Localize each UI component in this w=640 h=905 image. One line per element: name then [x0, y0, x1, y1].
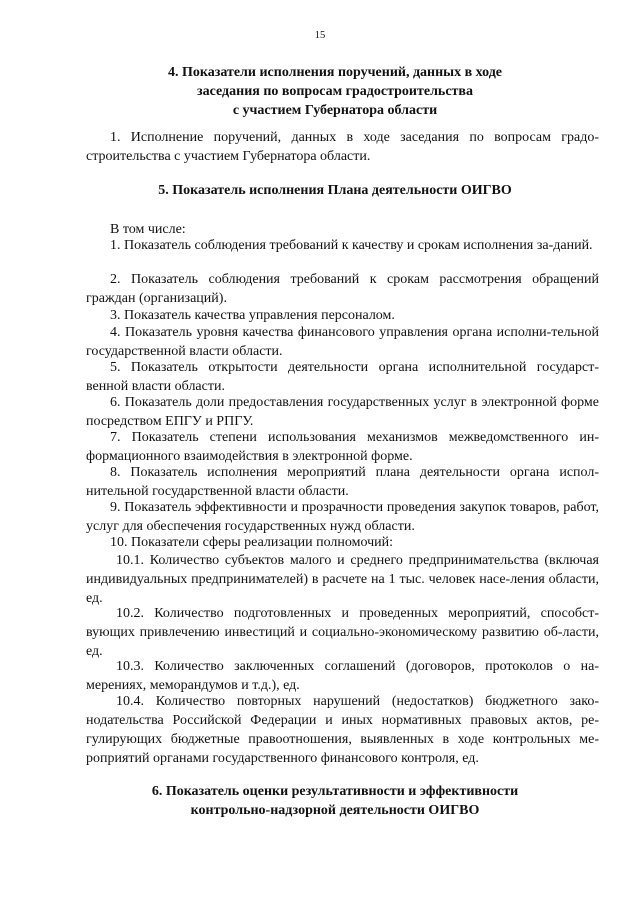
section-4-heading-line-2: заседания по вопросам градостроительства [197, 84, 473, 99]
section-4-heading [100, 63, 570, 120]
section-4-item-1: 1. Исполнение поручений, данных в ходе заседания по вопросам градо-строительства с участием Губернатора области. [86, 130, 599, 164]
section-6-heading-line-2: контрольно-надзорной деятельности ОИГВО [190, 803, 480, 818]
section-5-item-8: 8. Показатель исполнения мероприятий плана деятельности органа испол-нительной государственной власти области. [86, 465, 599, 499]
section-4-heading-line-3: с участием Губернатора области [232, 103, 438, 118]
section-6-heading [100, 782, 570, 820]
section-5-item-4: 4. Показатель уровня качества финансового управления органа исполни-тельной государственной власти области. [86, 325, 599, 359]
section-4-heading-line-1: 4. Показатели исполнения поручений, данных в ходе [167, 65, 503, 80]
section-6-heading-line-1: 6. Показатель оценки результативности и эффективности [151, 784, 519, 799]
section-5-item-3: 3. Показатель качества управления персоналом. [110, 308, 395, 323]
section-5-item-1: 1. Показатель соблюдения требований к качеству и срокам исполнения за-даний. [110, 238, 593, 253]
section-5-subitem-10-2: 10.2. Количество подготовленных и проведенных мероприятий, способст-вующих привлечению инвестиций и социально-экономическому развитию об-ласти, ед. [86, 606, 599, 659]
page-number: 15 [314, 30, 326, 41]
section-5-item-7: 7. Показатель степени использования механизмов межведомственного ин-формационного взаимодействия в электронной форме. [86, 430, 599, 464]
section-5-item-5: 5. Показатель открытости деятельности органа исполнительной государст-венной власти области. [86, 360, 599, 394]
section-5-item-2: 2. Показатель соблюдения требований к срокам рассмотрения обращений граждан (организаций). [86, 272, 599, 306]
section-5-heading: 5. Показатель исполнения Плана деятельности ОИГВО [158, 183, 512, 198]
section-5-item-6: 6. Показатель доли предоставления государственных услуг в электронной форме посредством ЕПГУ и РПГУ. [86, 395, 599, 429]
section-5-subitem-10-3: 10.3. Количество заключенных соглашений (договоров, протоколов о на-мерениях, меморандумов и т.д.), ед. [86, 659, 599, 693]
section-5-item-9: 9. Показатель эффективности и прозрачности проведения закупок товаров, работ, услуг для обеспечения государственных нужд области. [86, 500, 599, 534]
section-5-subitem-10-4: 10.4. Количество повторных нарушений (недостатков) бюджетного зако-нодательства Российской Федерации и иных нормативных правовых актов, ре-гулирующих бюджетные правоотношения, выявленных в ходе контрольных ме-роприятий органами государственного финансового контроля, ед. [86, 694, 599, 766]
section-5-subitem-10-1: 10.1. Количество субъектов малого и среднего предпринимательства (включая индивидуальных предпринимателей) в расчете на 1 тыс. человек насе-ления области, ед. [86, 553, 599, 606]
section-5-intro: В том числе: [110, 222, 186, 237]
section-5-item-10: 10. Показатели сферы реализации полномочий: [110, 535, 394, 550]
